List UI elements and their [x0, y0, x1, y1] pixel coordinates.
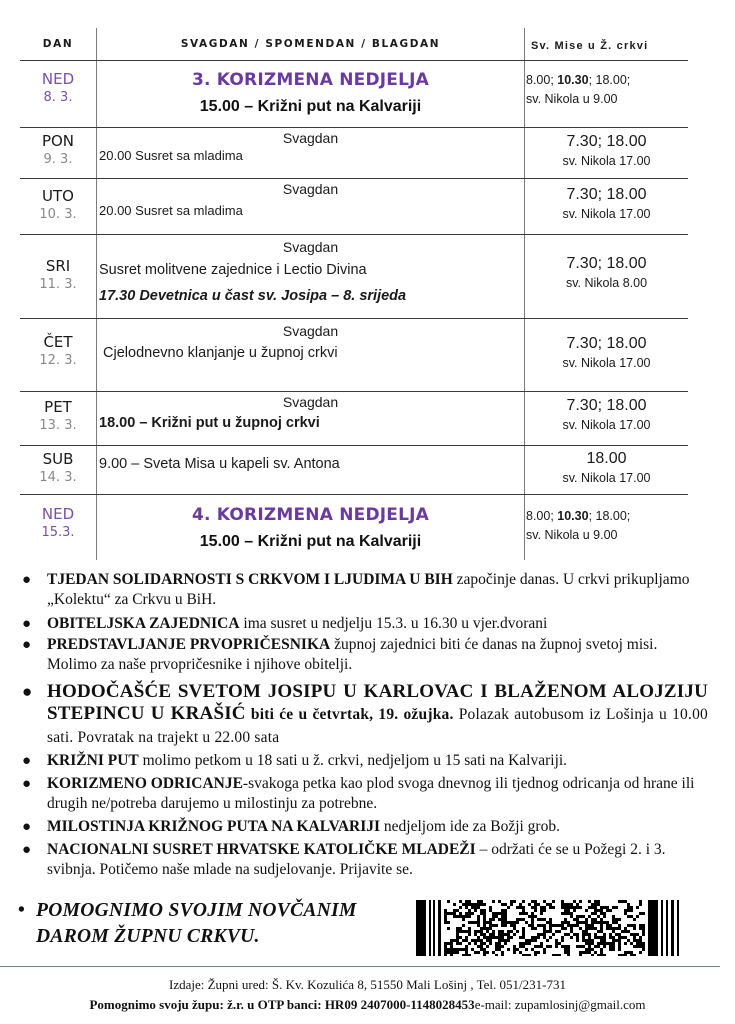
footer	[0, 975, 735, 1015]
day-date: 10. 3.	[39, 207, 77, 222]
mass-nikola: sv. Nikola 17.00	[562, 418, 651, 432]
schedule-row	[20, 392, 688, 445]
footer-separator	[0, 966, 720, 967]
schedule-row	[20, 446, 688, 494]
day-date: 14. 3.	[39, 470, 77, 485]
event-text: 20.00 Susret sa mladima	[99, 148, 243, 163]
bullet-icon: ●	[22, 616, 32, 632]
event-text: Susret molitvene zajednice i Lectio Divina	[99, 262, 367, 278]
day-name: ČET	[43, 333, 73, 351]
sunday-title: 4. KORIZMENA NEDJELJA	[191, 505, 430, 525]
day-name: SUB	[42, 450, 74, 468]
bullet-icon: ●	[22, 637, 32, 653]
schedule-row	[20, 128, 688, 178]
mass-nikola: sv. Nikola 17.00	[562, 356, 651, 370]
announcement-item: ● TJEDAN SOLIDARNOSTI S CRKVOM I LJUDIMA U BIH započinje danas. U crkvi prikupljamo „Kolektu“ za Crkvu u BiH.	[22, 571, 690, 608]
day-name: NED	[41, 505, 75, 523]
mass-times: 7.30; 18.00	[566, 335, 647, 352]
announcements-list	[18, 570, 718, 880]
day-date: 12. 3.	[39, 353, 77, 368]
bullet-icon: ●	[22, 753, 32, 769]
sunday-event: 15.00 – Križni put na Kalvariji	[199, 533, 422, 550]
mass-nikola: sv. Nikola 17.00	[562, 471, 651, 485]
sunday-event: 15.00 – Križni put na Kalvariji	[199, 98, 422, 115]
mass-times: 7.30; 18.00	[566, 186, 647, 203]
schedule-row	[20, 235, 688, 318]
day-date: 9. 3.	[43, 152, 73, 167]
schedule-row	[20, 319, 688, 391]
bullet-icon: ●	[22, 819, 32, 835]
mass-times: 8.00; 10.30; 18.00;	[526, 73, 631, 87]
day-name: PET	[44, 398, 72, 416]
announcement-item: ● OBITELJSKA ZAJEDNICA ima susret u nedjelju 15.3. u 16.30 u vjer.dvorani	[22, 615, 548, 632]
header-day: DAN	[42, 38, 74, 50]
feast-type: Svagdan	[282, 239, 339, 255]
bullet-icon: ●	[22, 842, 32, 858]
header-feast: SVAGDAN / SPOMENDAN / BLAGDAN	[180, 38, 441, 50]
feast-type: Svagdan	[282, 181, 339, 197]
novena-event: 17.30 Devetnica u čast sv. Josipa – 8. srijeda	[99, 288, 407, 304]
event-text: Cjelodnevno klanjanje u župnoj crkvi	[99, 345, 338, 361]
mass-nikola: sv. Nikola 8.00	[565, 276, 648, 290]
day-date: 15.3.	[41, 525, 75, 540]
day-date: 8. 3.	[43, 90, 73, 105]
mass-times: 7.30; 18.00	[566, 397, 647, 414]
feast-type: Svagdan	[282, 394, 339, 410]
day-name: UTO	[42, 187, 74, 205]
mass-times: 7.30; 18.00	[566, 255, 647, 272]
mass-times: 8.00; 10.30; 18.00;	[526, 509, 631, 523]
announcement-item: ● KRIŽNI PUT molimo petkom u 18 sati u ž. crkvi, nedjeljom u 15 sati na Kalvariji.	[22, 752, 568, 769]
announcement-item-pilgrimage: ● HODOČAŠĆE SVETOM JOSIPU U KARLOVAC I BLAŽENOM ALOJZIJU STEPINCU U KRAŠIĆ biti će u četvrtak, 19. ožujka. Polazak autobusom iz Lošinja u 10.00 sati. Povratak na trajekt u 22.00 sata	[22, 681, 708, 746]
event-text: 9.00 – Sveta Misa u kapeli sv. Antona	[99, 456, 340, 472]
mass-nikola: sv. Nikola 17.00	[562, 207, 651, 221]
announcement-item: ● KORIZMENO ODRICANJE-svakoga petka kao plod svoga dnevnog ili tjednog odricanja od hrane ili drugih ne/potreba darujemo u milostinju za potrebne.	[22, 775, 695, 812]
schedule-row	[20, 179, 688, 234]
mass-nikola: sv. Nikola u 9.00	[526, 528, 618, 542]
announcement-item: ● PREDSTAVLJANJE PRVOPRIČESNIKA župnoj zajednici biti će danas na župnoj svetoj misi. Molimo za naše prvopričesnike i njihove obitelji.	[22, 636, 658, 673]
bank-contact-info: Pomognimo svoju župu: ž.r. u OTP banci: HR09 2407000-1148028453e-mail: zupamlosinj@gmail.com	[89, 997, 646, 1012]
announcement-item: ● MILOSTINJA KRIŽNOG PUTA NA KALVARIJI nedjeljom ide za Božji grob.	[22, 818, 560, 835]
bullet-icon: ●	[22, 682, 33, 701]
day-name: SRI	[45, 257, 71, 275]
event-text: 20.00 Susret sa mladima	[99, 203, 243, 218]
mass-nikola: sv. Nikola u 9.00	[526, 92, 618, 106]
publisher-info: Izdaje: Župni ured: Š. Kv. Kozulića 8, 51550 Mali Lošinj , Tel. 051/231-731	[169, 977, 566, 992]
feast-type: Svagdan	[282, 323, 339, 339]
day-date: 13. 3.	[39, 418, 77, 433]
header-masses: Sv. Mise u Ž. crkvi	[531, 40, 649, 52]
schedule-row-sunday	[20, 495, 688, 560]
announcement-item: ● NACIONALNI SUSRET HRVATSKE KATOLIČKE MLADEŽI – održati će se u Požegi 2. i 3. svibnja. Potičemo naše mlade na sudjelovanje. Prijavite se.	[22, 841, 666, 878]
day-name: NED	[41, 70, 75, 88]
pdf417-barcode-icon	[416, 900, 682, 956]
schedule-row-sunday	[20, 61, 688, 127]
sunday-title: 3. KORIZMENA NEDJELJA	[191, 70, 430, 90]
mass-times: 7.30; 18.00	[566, 133, 647, 150]
day-date: 11. 3.	[39, 277, 77, 292]
day-name: PON	[41, 132, 75, 150]
event-text: 18.00 – Križni put u župnoj crkvi	[99, 415, 320, 431]
donation-appeal: • POMOGNIMO SVOJIM NOVČANIM DAROM ŽUPNU CRKVU.	[18, 900, 357, 947]
schedule-table	[20, 28, 688, 560]
mass-times: 18.00	[586, 450, 627, 467]
feast-type: Svagdan	[282, 130, 339, 146]
mass-nikola: sv. Nikola 17.00	[562, 154, 651, 168]
bullet-icon: ●	[22, 776, 32, 792]
bullet-icon: •	[18, 900, 26, 921]
bullet-icon: ●	[22, 572, 32, 588]
